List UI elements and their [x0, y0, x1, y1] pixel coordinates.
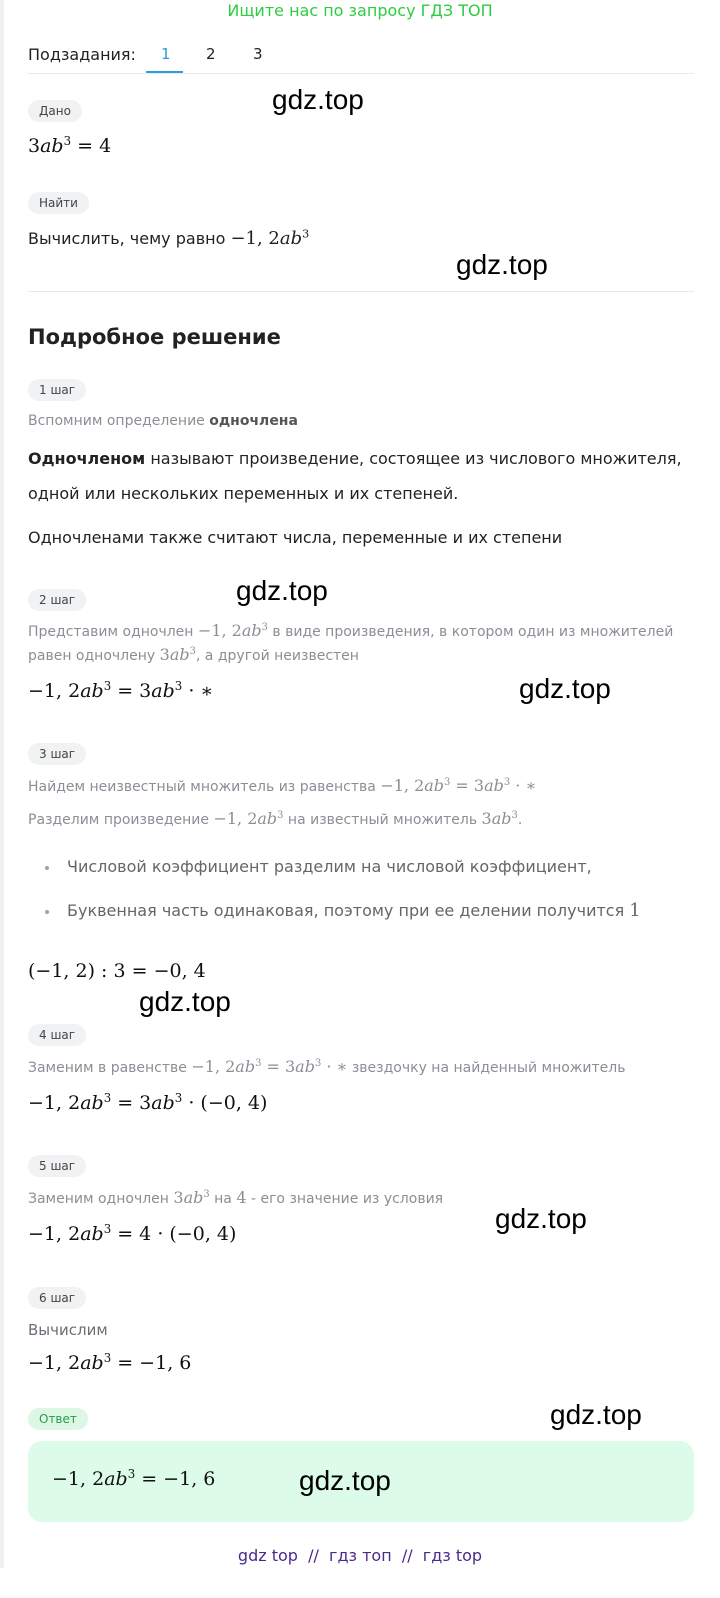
step-3-line-1: Найдем неизвестный множитель из равенства −1, $2ab^3 = 3ab^3$ · ∗	[28, 776, 537, 795]
subtasks-label: Подзадания:	[28, 45, 136, 64]
answer-chip: Ответ	[28, 1408, 88, 1430]
step-6-line-1: Вычислим	[28, 1321, 108, 1339]
step-1-definition-cont: одной или нескольких переменных и их степеней.	[28, 484, 459, 503]
step-3-bullet-1: Числовой коэффициент разделим на числовой коэффициент,	[67, 857, 592, 876]
step-5-formula: −1, $2ab^3 = 4 \cdot (-0$, 4)	[28, 1221, 237, 1245]
watermark: gdz.top	[456, 249, 548, 280]
find-chip: Найти	[28, 192, 89, 214]
step-4-line-1: Заменим в равенстве −1, $2ab^3 = 3ab^3$ · ∗ звездочку на найденный множитель	[28, 1057, 626, 1076]
step-3-formula: (−1, 2) : 3 = −0, 4	[28, 960, 206, 982]
top-banner: Ищите нас по запросу ГДЗ ТОП	[227, 1, 493, 20]
tabs-divider	[28, 73, 694, 74]
footer-links[interactable]: gdz top // гдз топ // гдз top	[237, 1546, 483, 1565]
step-5-chip: 5 шаг	[28, 1155, 86, 1177]
watermark: gdz.top	[495, 1203, 587, 1234]
step-5-line-1: Заменим одночлен $3ab^3$ на 4 - его значение из условия	[28, 1188, 444, 1207]
watermark: gdz.top	[519, 673, 611, 704]
tab-subtask-2[interactable]: 2	[206, 45, 216, 63]
step-2-chip: 2 шаг	[28, 589, 86, 611]
step-3-bullet-2: Буквенная часть одинаковая, поэтому при ее делении получится 1	[67, 900, 641, 921]
step-3-line-2: Разделим произведение −1, $2ab^3$ на известный множитель $3ab^3$.	[28, 809, 523, 828]
bullet-dot	[45, 866, 49, 870]
step-4-chip: 4 шаг	[28, 1024, 86, 1046]
step-3-chip: 3 шаг	[28, 743, 86, 765]
tab-subtask-3[interactable]: 3	[253, 45, 263, 63]
step-1-intro: Вспомним определение одночлена	[28, 413, 298, 429]
step-1-extra: Одночленами также считают числа, переменные и их степени	[28, 528, 563, 547]
solution-title: Подробное решение	[28, 325, 281, 349]
watermark: gdz.top	[299, 1465, 391, 1496]
step-1-definition: Одночленом называют произведение, состоящее из числового множителя,	[28, 449, 682, 468]
step-2-formula: −1, $2ab^3 = 3ab^3$ · ∗	[28, 678, 214, 702]
find-text: Вычислить, чему равно −1, $2ab^3$	[28, 227, 310, 249]
watermark: gdz.top	[550, 1399, 642, 1430]
section-divider	[28, 291, 694, 292]
left-edge-bar	[0, 0, 4, 1568]
given-chip: Дано	[28, 100, 82, 122]
watermark: gdz.top	[139, 986, 231, 1017]
step-1-chip: 1 шаг	[28, 379, 86, 401]
step-2-line-1: Представим одночлен −1, $2ab^3$ в виде произведения, в котором один из множителей	[28, 621, 674, 640]
step-6-chip: 6 шаг	[28, 1287, 86, 1309]
given-formula: $3ab^3 = 4$	[28, 133, 112, 157]
answer-formula: −1, $2ab^3 = -1$, 6	[52, 1466, 216, 1490]
watermark: gdz.top	[272, 84, 364, 115]
step-2-line-2: равен одночлену $3ab^3$, а другой неизвестен	[28, 645, 359, 664]
bullet-dot	[45, 910, 49, 914]
tab-subtask-1[interactable]: 1	[161, 45, 171, 63]
watermark: gdz.top	[236, 575, 328, 606]
step-6-formula: −1, $2ab^3 = -1$, 6	[28, 1350, 192, 1374]
step-4-formula: −1, $2ab^3 = 3ab^3 \cdot (-0$, 4)	[28, 1090, 268, 1114]
